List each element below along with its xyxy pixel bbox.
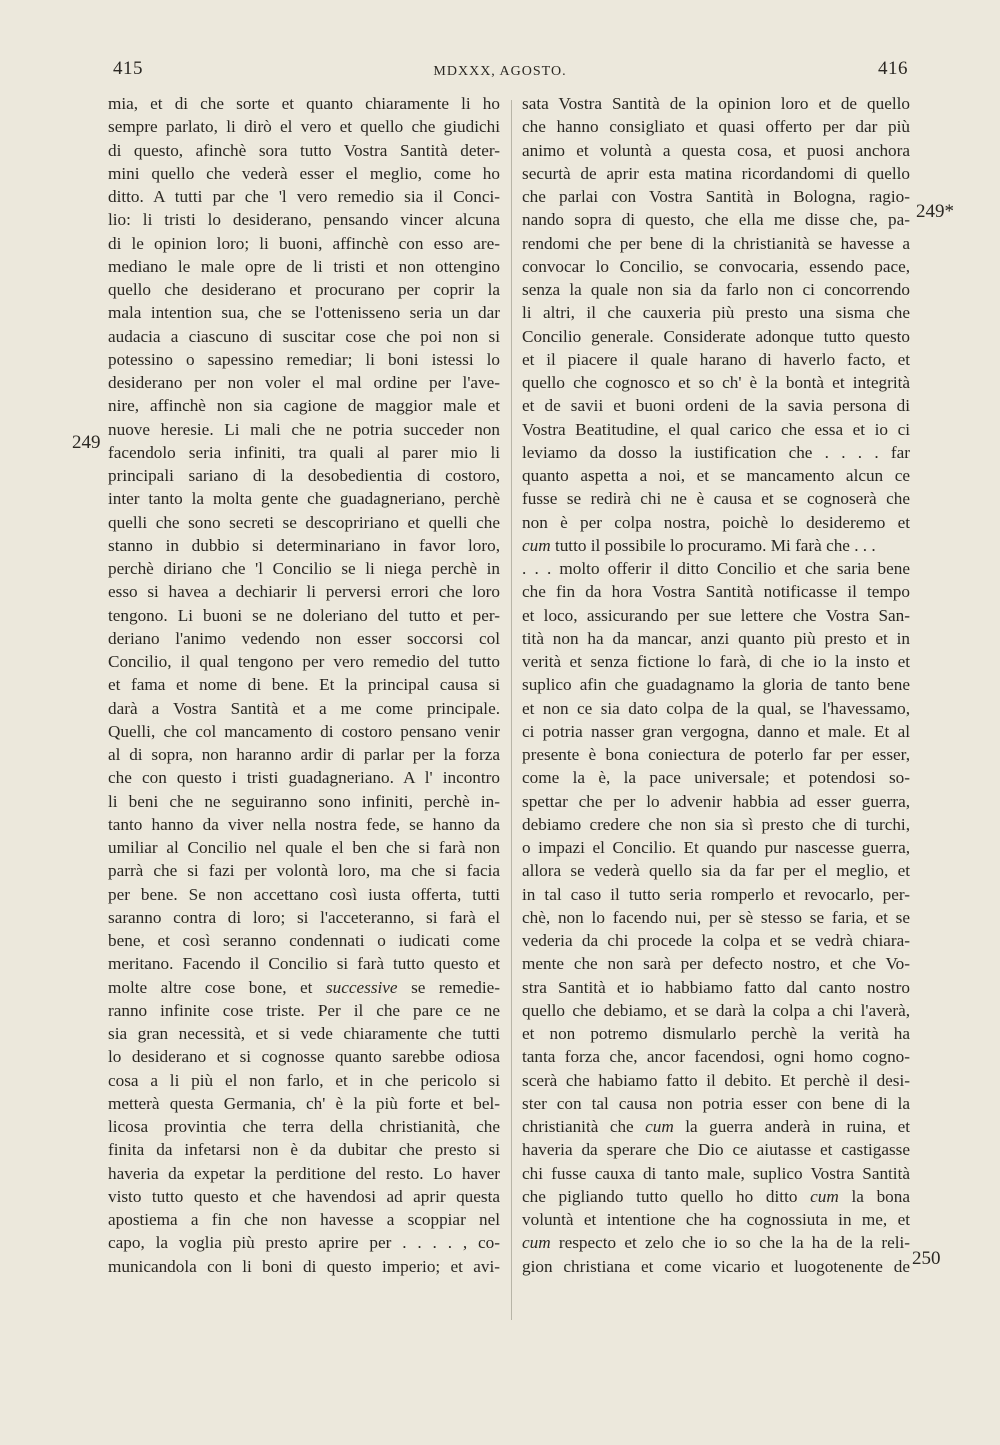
margin-number-left-249: 249 [72,432,101,453]
text-line: al di sopra, non haranno ardir di parlar per la forza [108,745,500,764]
text-line: di le opinion loro; li buoni, affinchè con esso are- [108,233,500,253]
text-line: chi fusse cauxa di tanto male, suplico Vostra Santità [522,1163,910,1183]
text-line: et fama et nome di bene. Et la principal causa si [108,675,500,695]
column-divider [511,100,512,1320]
text-line: debiamo credere che non sia sì presto che di turchi, [522,814,910,834]
text-line: in tal caso il tutto seria romperlo et revocarlo, per- [522,884,910,904]
page-number-right: 416 [878,58,908,79]
text-line: metterà questa Germania, ch' è la più forte et bel- [108,1093,500,1113]
text-line: presente è bona coniectura de poterlo far per esser, [522,745,910,764]
text-line: animo et voluntà a questa cosa, et puosi anchora [522,140,910,160]
text-line: capo, la voglia più presto aprire per . . . . , co- [108,1233,500,1253]
text-line: perchè diriano che 'l Concilio se li niega perchè in [108,559,500,578]
text-line: meritano. Facendo il Concilio si farà tutto questo et [108,954,500,974]
text-line: . . . molto offerir il ditto Concilio et che saria bene [522,559,910,578]
text-line: li altri, il che cauxeria più presto una sisma che [522,303,910,323]
text-line: licosa provintia che terra della christianità, che [108,1117,500,1136]
text-line: voluntà et intentione che ha cognossiuta in me, et [522,1210,910,1229]
text-line: scerà che habiamo fatto il debito. Et perchè il desi- [522,1070,910,1090]
text-line: securtà de aprir esta matina ricordandomi di quello [522,163,910,183]
text-line: stra Santità et io habbiamo fatto dal canto nostro [522,977,910,997]
text-line: inter tanto la molta gente che guadagneriano, perchè [108,489,500,509]
text-line: o impazi el Concilio. Et quando pur nascesse guerra, [522,838,910,857]
text-line: cum respecto et zelo che io so che la ha de la reli- [522,1233,910,1253]
text-line: apostiema a fin che non havesse a scoppiar nel [108,1210,500,1229]
text-line: di questo, afinchè sora tutto Vostra Santità deter- [108,140,500,160]
text-line: come la è, la pace universale; et potendosi so- [522,768,910,788]
text-line: allora se vederà quello sia da far per el meglio, et [522,861,910,881]
text-line: darà a Vostra Santità et a me come principale. [108,698,500,718]
text-line: mini quello che vederà esser el meglio, come ho [108,163,500,183]
text-line: che hanno consigliato et quasi offerto per dar più [522,117,910,137]
text-line: visto tutto questo et che havendosi ad aprir questa [108,1186,500,1206]
right-text-column [522,92,910,1278]
running-title: MDXXX, AGOSTO. [433,64,567,79]
text-line: nando sopra di questo, che ella me disse che, pa- [522,210,910,230]
text-line: quelli che sono secreti se descopririano et quelli che [108,512,500,532]
text-line: fusse se redirà chi ne è causa et se cognoserà che [522,489,910,509]
text-line: gion christiana et come vicario et luogotenente de [522,1256,910,1276]
text-line: cosa a li più el non farlo, et in che pericolo si [108,1070,500,1090]
text-line: potessino o sapessino remediar; li boni istessi lo [108,349,500,369]
text-line: Concilio generale. Considerate adonque tutto questo [522,326,910,346]
text-line: facendolo seria infiniti, tra quali al parer mio li [108,442,500,462]
text-line: che fin da hora Vostra Santità notificasse il tempo [522,582,910,602]
text-line: christianità che cum la guerra anderà in ruina, et [522,1117,911,1136]
text-line: che con questo i tristi guadagneriano. A l' incontro [108,768,500,788]
text-line: cum tutto il possibile lo procuramo. Mi farà che . . . [522,535,876,555]
text-line: et de savii et buoni ordeni de la savia persona di [522,396,910,416]
text-line: et non ce sia dato colpa de la qual, se l'havessamo, [522,698,910,718]
text-line: et il piacere il quale harano di haverlo facto, et [522,349,910,369]
text-line: leviamo da dosso la iustification che . . . . far [522,442,910,462]
text-line: quello che cognosco et so ch' è la bontà et integrità [522,373,910,392]
text-line: haveria da expetar la perditione del resto. Lo haver [108,1163,500,1183]
text-line: non è per colpa nostra, poichè lo desideremo et [522,512,910,532]
text-line: desiderano per non voler el mal ordine per l'ave- [108,373,500,392]
text-line: deriano l'animo vedendo non esser soccorsi col [108,628,500,648]
text-line: rendomi che per bene di la christianità se havesse a [522,233,910,253]
text-line: quanto aspetta a noi, et se mancamento alcun ce [522,466,910,485]
text-line: umiliar al Concilio nel quale el ben che si farà non [108,838,500,857]
text-line: quello che debiamo, et se darà la colpa a chi l'averà, [522,1000,910,1020]
margin-number-right-249: 249* [916,201,954,222]
text-line: quello che desiderano et procurano per coprir la [108,280,500,299]
text-line: mediano le male opre de li tristi et non ottengino [108,256,500,276]
text-line: haveria da sperare che Dio ce aiutasse et castigasse [522,1140,910,1160]
text-line: vederia da chi procede la colpa et se vedrà chiara- [522,931,910,950]
text-line: senza la quale non sia da farlo non ci concorrendo [522,280,910,299]
text-line: per bene. Se non accettano così iusta offerta, tutti [108,884,500,904]
text-line: sempre parlato, li dirò el vero et quello che giudichi [108,117,500,137]
text-line: principali sariano di la desobedientia di costoro, [108,466,500,485]
text-line: spettar che per lo advenir habbia ad esser guerra, [522,791,910,811]
page-number-left: 415 [113,58,143,79]
text-line: tanto hanno da viver nella nostra fede, se hanno da [108,814,500,834]
text-line: mente che non sarà per defecto nostro, et che Vo- [522,954,910,974]
text-line: Concilio, il qual tengono per vero remedio del tutto [108,652,500,671]
text-line: che pigliando tutto quello ho ditto cum la bona [522,1186,910,1206]
text-line: mala intention sua, che se l'ottenisseno seria un dar [108,303,500,323]
text-line: verità et senza fictione lo farà, di che io la insto et [522,652,910,671]
text-line: ditto. A tutti par che 'l vero remedio sia il Conci- [108,187,500,206]
text-line: et loco, assicurando per sue lettere che Vostra San- [522,605,910,625]
margin-number-right-250: 250 [912,1248,941,1269]
text-line: tengono. Li buoni se ne doleriano del tutto et per- [108,605,500,625]
text-line: municandola con li boni di questo imperio; et avi- [108,1256,500,1276]
text-line: esso si havea a dechiarir li perversi errori che loro [108,582,500,602]
text-line: chè, non lo facendo nui, per sè stesso se faria, et se [522,907,910,927]
text-line: mia, et di che sorte et quanto chiaramente li ho [108,94,500,113]
text-line: convocar lo Concilio, se convocaria, essendo pace, [522,256,910,276]
text-line: nuove heresie. Li mali che ne potria succeder non [108,419,500,439]
text-line: lo desiderano et si cognosse quanto sarebbe odiosa [108,1047,500,1067]
text-line: Quelli, che col mancamento di costoro pensano venir [108,721,500,741]
text-line: li beni che ne seguiranno sono infiniti, perchè in- [108,791,500,811]
text-line: sata Vostra Santità de la opinion loro et de quello [522,94,910,113]
text-line: lio: li tristi lo desiderano, pensando vincer alcuna [108,210,500,230]
text-line: ranno infinite cose triste. Per il che pare ce ne [108,1000,500,1020]
text-line: Vostra Beatitudine, el qual carico che essa et io ci [522,419,910,439]
text-line: stanno in dubbio si determinariano in favor loro, [108,535,500,555]
text-line: et non potremo dismularlo perchè la verità ha [522,1024,910,1043]
left-text-column [108,92,500,1278]
text-line: saranno contra di loro; si l'acceteranno, si farà el [108,907,500,927]
text-line: nire, affinchè non sia cagione de maggior male et [108,396,500,416]
text-line: ster con tal causa non potria esser con bene di la [522,1093,910,1113]
text-line: che parlai con Vostra Santità in Bologna, ragio- [522,187,910,206]
text-line: suplico afin che guadagnamo la gloria de tanto bene [522,675,910,695]
text-line: tità non ha da mancar, anzi quanto più presto et in [522,628,910,648]
text-line: audacia a ciascuno di suscitar cose che poi non si [108,326,500,346]
text-line: bene, et così seranno condennati o iudicati come [108,931,500,950]
text-line: tanta forza che, ancor facendosi, ogni homo cogno- [522,1047,910,1067]
text-line: finita da infetarsi non è da dubitar che presto si [108,1140,500,1160]
text-line: ci potria nasser gran vergogna, danno et male. Et al [522,721,910,741]
text-line: sia gran necessità, et si vede chiaramente che tutti [108,1024,500,1043]
text-line: parrà che si fazi per volontà loro, ma che si facia [108,861,500,881]
text-line: molte altre cose bone, et successive se remedie- [108,977,501,997]
